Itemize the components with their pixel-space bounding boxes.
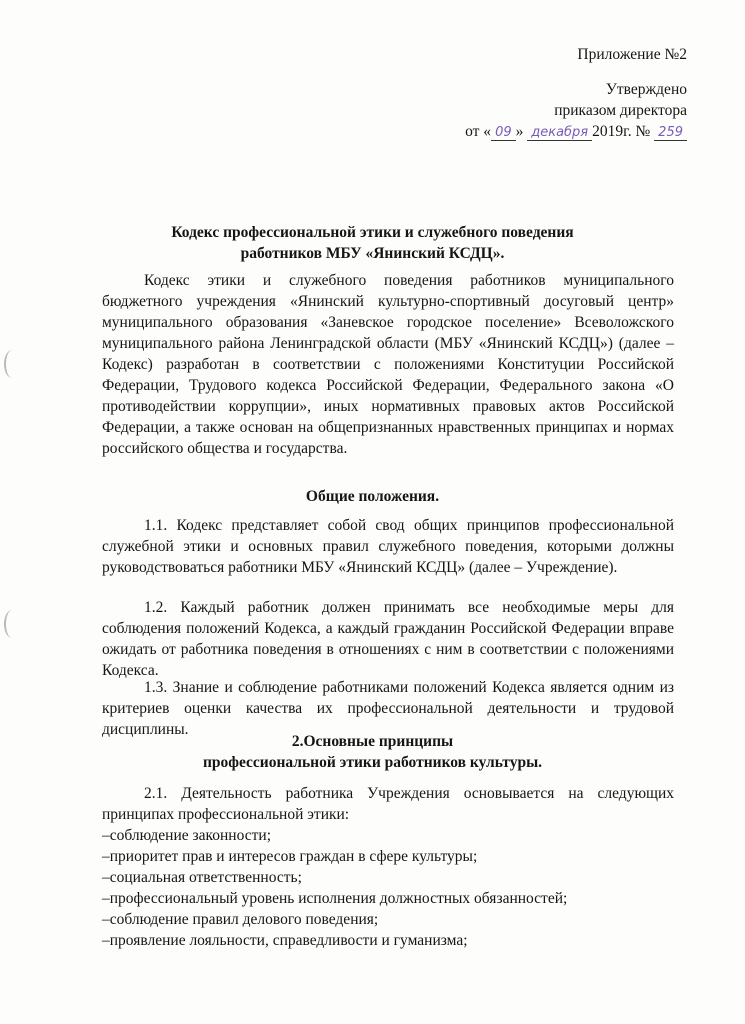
scan-artifact: [4, 350, 20, 378]
handwritten-number: 259: [654, 125, 687, 141]
handwritten-day: 09: [491, 125, 516, 141]
order-date-line: [465, 121, 687, 143]
title-line-1: Кодекс профессиональной этики и служебного поведения: [171, 224, 574, 241]
list-item: –приоритет прав и интересов граждан в сфере культуры;: [102, 848, 478, 865]
intro-paragraph: Кодекс этики и служебного поведения работников муниципального бюджетного учреждения «Янинский культурно-спортивный досуговый центр» муниципального образования «Заневское городское поселение» Всеволожского муниципального района Ленинградской области (МБУ «Янинский КСДЦ») (далее – Кодекс) разработан в соответствии с положениями Конституции Российской Федерации, Трудового кодекса Российской Федерации, Федерального закона «О противодействии коррупции», иных нормативных правовых актов Российской Федерации, а также основан на общепризнанных нравственных принципах и нормах российского общества и государства.: [102, 272, 674, 457]
document-title: [0, 222, 745, 264]
list-item: –соблюдение правил делового поведения;: [102, 911, 379, 928]
section-2-heading-line-1: 2.Основные принципы: [291, 733, 454, 750]
year-text: 2019г. №: [592, 123, 651, 140]
approval-block: [465, 44, 687, 143]
list-item: –профессиональный уровень исполнения должностных обязанностей;: [102, 890, 568, 907]
date-mid: »: [515, 123, 524, 140]
approved-label: Утверждено: [605, 81, 687, 98]
list-item: –соблюдение законности;: [102, 827, 271, 844]
scan-artifact: [4, 610, 20, 638]
section-1-heading: Общие положения.: [305, 488, 440, 505]
date-prefix: от «: [465, 123, 492, 140]
paragraph-1-3: 1.3. Знание и соблюдение работниками положений Кодекса является одним из критериев оценки качества их профессиональной деятельности и трудовой дисциплины.: [102, 679, 674, 738]
appendix-label: Приложение №2: [577, 46, 687, 63]
list-item: –проявление лояльности, справедливости и гуманизма;: [102, 932, 468, 949]
paragraph-1-1: 1.1. Кодекс представляет собой свод общих принципов профессиональной служебной этики и основных правил служебного поведения, которыми должны руководствоваться работники МБУ «Янинский КСДЦ» (далее – Учреждение).: [102, 517, 674, 576]
handwritten-month: декабря: [527, 125, 592, 141]
section-2-heading-line-2: профессиональной этики работников культуры.: [202, 754, 543, 771]
section-2-heading: [0, 731, 745, 773]
order-label: приказом директора: [554, 102, 687, 119]
paragraph-1-2: 1.2. Каждый работник должен принимать все необходимые меры для соблюдения положений Кодекса, а каждый гражданин Российской Федерации вправе ожидать от работника поведения в отношениях с ним в соответствии с положениями Кодекса.: [102, 599, 674, 679]
title-line-2: работников МБУ «Янинский КСДЦ».: [240, 245, 505, 262]
list-item: –социальная ответственность;: [102, 869, 302, 886]
principles-list: [102, 825, 674, 951]
paragraph-2-1: 2.1. Деятельность работника Учреждения основывается на следующих принципах профессиональной этики:: [102, 785, 674, 823]
